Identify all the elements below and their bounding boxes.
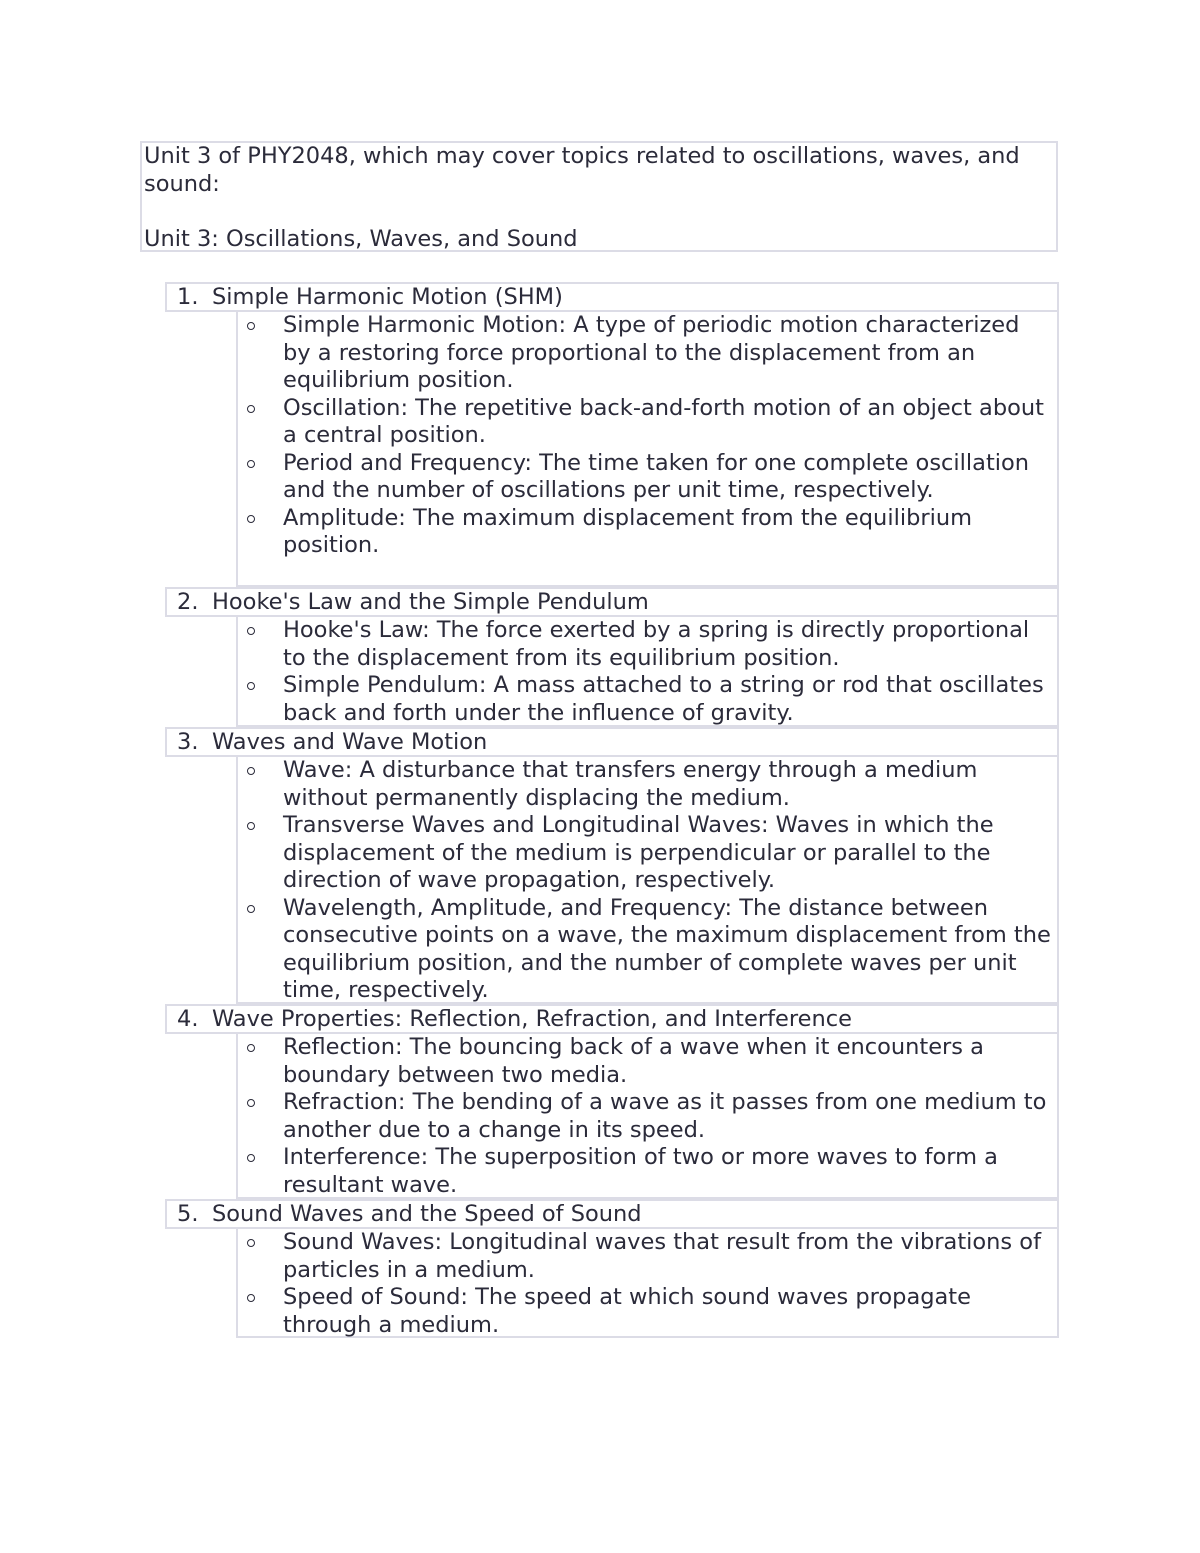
section-5-heading: [165, 1199, 1059, 1229]
list-item: [238, 395, 1057, 450]
section-2-items: [236, 617, 1059, 727]
unit-title: Unit 3: Oscillations, Waves, and Sound: [144, 226, 578, 252]
circle-bullet-icon: [247, 1099, 255, 1107]
list-item: [238, 672, 1057, 727]
list-item-text: Hooke's Law: The force exerted by a spring is directly proportional to the displacement from its equilibrium position.: [283, 617, 1030, 671]
circle-bullet-icon: [247, 460, 255, 468]
intro-gap: [144, 198, 1056, 226]
list-item: [238, 312, 1057, 395]
section-4-items: [236, 1034, 1059, 1199]
intro-text: Unit 3 of PHY2048, which may cover topics related to oscillations, waves, and sound:: [144, 143, 1020, 197]
circle-bullet-icon: [247, 1044, 255, 1052]
list-item-text: Interference: The superposition of two or more waves to form a resultant wave.: [283, 1144, 998, 1198]
list-item: [238, 617, 1057, 672]
circle-bullet-icon: [247, 515, 255, 523]
section-title: Sound Waves and the Speed of Sound: [212, 1201, 642, 1227]
section-number: 3.: [177, 729, 199, 755]
circle-bullet-icon: [247, 322, 255, 330]
list-item: [238, 1089, 1057, 1144]
section-3-heading: [165, 727, 1059, 757]
circle-bullet-icon: [247, 905, 255, 913]
list-item: [238, 1034, 1057, 1089]
section-1-items: [236, 312, 1059, 587]
section-number: 1.: [177, 284, 199, 310]
section-number: 4.: [177, 1006, 199, 1032]
list-item-text: Speed of Sound: The speed at which sound waves propagate through a medium.: [283, 1284, 971, 1338]
list-item-text: Reflection: The bouncing back of a wave when it encounters a boundary between two media.: [283, 1034, 984, 1088]
list-item: [238, 1144, 1057, 1199]
section-3-items: [236, 757, 1059, 1004]
list-item-text: Amplitude: The maximum displacement from the equilibrium position.: [283, 504, 973, 558]
list-item-text: Simple Harmonic Motion: A type of periodic motion characterized by a restoring force proportional to the displacement from an equilibrium position.: [283, 312, 1020, 393]
list-item-text: Simple Pendulum: A mass attached to a string or rod that oscillates back and forth under the influence of gravity.: [283, 672, 1044, 726]
list-item-text: Transverse Waves and Longitudinal Waves: Waves in which the displacement of the medium is perpendicular or parallel to the direction of wave propagation, respectively.: [283, 812, 994, 893]
section-title: Simple Harmonic Motion (SHM): [212, 284, 563, 310]
circle-bullet-icon: [247, 822, 255, 830]
list-item-text: Period and Frequency: The time taken for one complete oscillation and the number of oscillations per unit time, respectively.: [283, 449, 1030, 503]
list-item-text: Oscillation: The repetitive back-and-forth motion of an object about a central position.: [283, 394, 1044, 448]
section-number: 5.: [177, 1201, 199, 1227]
list-item: [238, 1229, 1057, 1284]
list-item: [238, 757, 1057, 812]
section-5-items: [236, 1229, 1059, 1338]
section-2-heading: [165, 587, 1059, 617]
circle-bullet-icon: [247, 1294, 255, 1302]
circle-bullet-icon: [247, 682, 255, 690]
list-item: [238, 505, 1057, 560]
section-number: 2.: [177, 589, 199, 615]
list-item-text: Wave: A disturbance that transfers energy through a medium without permanently displacing the medium.: [283, 757, 978, 811]
section-title: Waves and Wave Motion: [212, 729, 488, 755]
circle-bullet-icon: [247, 627, 255, 635]
list-item: [238, 1284, 1057, 1339]
circle-bullet-icon: [247, 1239, 255, 1247]
list-item: [238, 450, 1057, 505]
section-title: Wave Properties: Reflection, Refraction, and Interference: [212, 1006, 852, 1032]
circle-bullet-icon: [247, 1154, 255, 1162]
section-title: Hooke's Law and the Simple Pendulum: [212, 589, 649, 615]
list-item-text: Wavelength, Amplitude, and Frequency: The distance between consecutive points on a wave, the maximum displacement from the equilibrium position, and the number of complete waves per unit time, respectively.: [283, 894, 1051, 1003]
list-item: [238, 812, 1057, 895]
list-item: [238, 895, 1057, 1005]
circle-bullet-icon: [247, 405, 255, 413]
intro-box: [140, 141, 1058, 252]
section-4-heading: [165, 1004, 1059, 1034]
list-item-text: Sound Waves: Longitudinal waves that result from the vibrations of particles in a medium.: [283, 1229, 1041, 1283]
list-item-text: Refraction: The bending of a wave as it passes from one medium to another due to a change in its speed.: [283, 1089, 1047, 1143]
circle-bullet-icon: [247, 767, 255, 775]
section-1-heading: [165, 282, 1059, 312]
